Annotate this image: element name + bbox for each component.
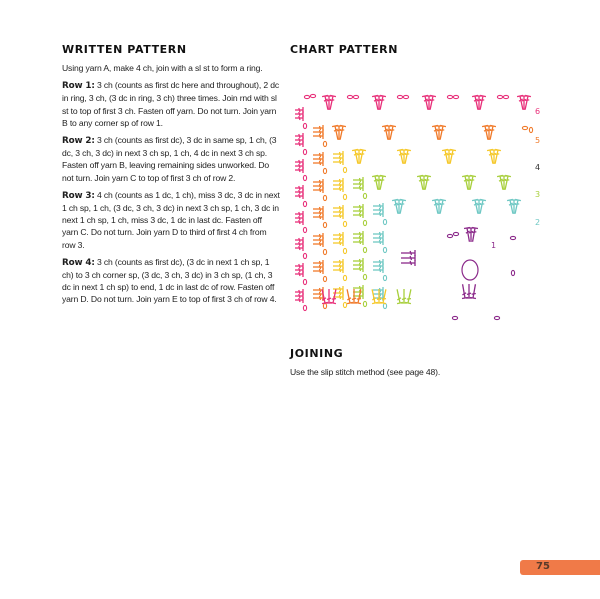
dc-stitch-row5 — [313, 291, 323, 297]
dc-stitch-row5 — [313, 152, 323, 158]
chain-stitch-row6 — [397, 95, 402, 98]
dc-stitch-row2 — [373, 267, 383, 273]
dc-stitch-row4 — [333, 263, 343, 269]
chain-stitch-row6 — [303, 149, 306, 154]
row-3-instruction — [62, 189, 280, 251]
chain-stitch-row6 — [310, 94, 315, 97]
written-pattern-column — [62, 43, 280, 311]
dc-stitch-row3 — [353, 258, 363, 264]
joining-section — [290, 347, 550, 383]
dc-stitch-row4 — [333, 209, 343, 215]
dc-stitch-row6 — [295, 271, 303, 277]
dc-stitch-row4 — [333, 213, 343, 219]
chain-stitch-row2 — [383, 219, 386, 224]
chain-stitch-row5 — [323, 303, 326, 308]
chain-stitch-row6 — [303, 305, 306, 310]
row-number-5: 5 — [535, 136, 541, 145]
chain-stitch-row2 — [383, 275, 386, 280]
chain-stitch-row4 — [343, 167, 346, 172]
chain-stitch-row2 — [383, 247, 386, 252]
dc-stitch-row4 — [333, 178, 343, 184]
chain-stitch-row6 — [403, 95, 408, 98]
dc-stitch-row1 — [401, 260, 415, 266]
dc-stitch-row5 — [313, 206, 323, 212]
intro-text: Using yarn A, make 4 ch, join with a sl st to form a ring. — [62, 63, 263, 73]
dc-stitch-row4 — [333, 151, 343, 157]
chain-stitch-row6 — [447, 95, 452, 98]
chain-stitch-row6 — [303, 253, 306, 258]
chain-stitch-row1 — [494, 316, 499, 319]
chain-stitch-row4 — [343, 275, 346, 280]
dc-stitch-bottom — [405, 289, 414, 304]
dc-stitch-bottom — [369, 289, 378, 304]
dc-stitch-row2 — [373, 287, 383, 293]
row-2-text: 3 ch (counts as first dc), 3 dc in same sp, 1 ch, (3 dc, 3 ch, 3 dc) in next 3 ch sp, 1 ch, 4 dc in next 3 ch sp. Fasten off yarn B, leaving remaining sides unworked. Do not turn. Join yarn C to top of first 3 ch of row 2. — [62, 135, 277, 183]
chain-stitch-row5 — [522, 126, 527, 129]
dc-stitch-row2 — [373, 211, 383, 217]
dc-stitch-row3 — [353, 266, 363, 272]
page-number-tab — [520, 560, 600, 575]
chain-stitch-row5 — [323, 168, 326, 173]
dc-stitch-bottom — [401, 289, 407, 303]
chain-stitch-row6 — [497, 95, 502, 98]
row-number-1: 1 — [491, 241, 497, 250]
page-number: 75 — [536, 561, 550, 572]
dc-stitch-row5 — [313, 214, 323, 220]
dc-stitch-row4 — [333, 240, 343, 246]
dc-stitch-row5 — [313, 237, 323, 243]
written-pattern-heading: WRITTEN PATTERN — [62, 43, 187, 56]
dc-stitch-row5 — [313, 241, 323, 247]
dc-stitch-bottom — [380, 289, 389, 304]
dc-stitch-row2 — [373, 207, 383, 213]
chain-stitch-row4 — [343, 221, 346, 226]
dc-stitch-row5 — [313, 179, 323, 185]
chain-stitch-row6 — [303, 227, 306, 232]
dc-stitch-row1 — [401, 250, 415, 256]
dc-stitch-row4 — [333, 205, 343, 211]
chain-stitch-row5 — [323, 141, 326, 146]
dc-stitch-bottom — [394, 289, 403, 304]
dc-stitch-row2 — [373, 263, 383, 269]
row-number-3: 3 — [535, 190, 541, 199]
joining-heading: JOINING — [290, 347, 344, 360]
dc-stitch-row4 — [333, 259, 343, 265]
dc-stitch-row3 — [353, 177, 363, 183]
joining-text: Use the slip stitch method (see page 48). — [290, 367, 441, 377]
row-2-instruction — [62, 134, 280, 184]
dc-stitch-row6 — [295, 141, 303, 147]
dc-stitch-row3 — [353, 239, 363, 245]
dc-stitch-bottom — [330, 289, 339, 304]
dc-stitch-row5 — [313, 268, 323, 274]
dc-stitch-bottom — [376, 289, 382, 303]
row-3-label: Row 3: — [62, 190, 95, 201]
chart-pattern-heading: CHART PATTERN — [290, 43, 399, 56]
chain-stitch-row4 — [343, 194, 346, 199]
chain-stitch-row5 — [323, 276, 326, 281]
dc-stitch-row4 — [333, 182, 343, 188]
chain-stitch-row1 — [510, 236, 515, 239]
dc-stitch-row2 — [373, 239, 383, 245]
chain-stitch-row6 — [303, 175, 306, 180]
chain-stitch-row5 — [323, 195, 326, 200]
dc-stitch-row5 — [313, 125, 323, 131]
dc-stitch-row1 — [401, 255, 415, 261]
chain-stitch-row3 — [363, 274, 366, 279]
dc-stitch-row3 — [353, 208, 363, 214]
dc-stitch-row3 — [353, 204, 363, 210]
dc-stitch-row6 — [295, 219, 303, 225]
row-4-label: Row 4: — [62, 257, 95, 268]
chain-stitch-row6 — [503, 95, 508, 98]
crochet-chart — [295, 88, 555, 328]
dc-stitch-row3 — [353, 185, 363, 191]
dc-stitch-row2 — [373, 259, 383, 265]
row-1-text: 3 ch (counts as first dc here and throughout), 2 dc in ring, 3 ch, (3 dc in ring, 3 ch) three times. Join rnd with sl st to top of first 3 ch. Fasten off yarn. Do not turn. Join yarn B to any corner sp of row 1. — [62, 80, 279, 128]
chain-stitch-row6 — [353, 95, 358, 98]
dc-stitch-row6 — [295, 193, 303, 199]
dc-stitch-row1 — [460, 284, 468, 299]
dc-stitch-row4 — [333, 232, 343, 238]
chain-stitch-row6 — [453, 95, 458, 98]
chain-stitch-row5 — [323, 249, 326, 254]
dc-stitch-row3 — [353, 181, 363, 187]
dc-stitch-row4 — [333, 286, 343, 292]
dc-stitch-row4 — [333, 159, 343, 165]
row-1-label: Row 1: — [62, 81, 95, 92]
dc-stitch-row3 — [353, 235, 363, 241]
dc-stitch-row5 — [313, 287, 323, 293]
dc-stitch-row1 — [470, 284, 478, 299]
dc-stitch-row5 — [313, 156, 323, 162]
row-4-instruction — [62, 256, 280, 306]
dc-stitch-row5 — [313, 129, 323, 135]
dc-stitch-row5 — [313, 187, 323, 193]
dc-stitch-row2 — [373, 231, 383, 237]
dc-stitch-row5 — [313, 233, 323, 239]
dc-stitch-row4 — [333, 155, 343, 161]
chain-stitch-row1 — [511, 270, 514, 275]
chain-stitch-row1 — [452, 316, 457, 319]
dc-stitch-row5 — [313, 160, 323, 166]
chain-stitch-row5 — [323, 222, 326, 227]
row-2-label: Row 2: — [62, 136, 95, 147]
chain-stitch-row5 — [529, 127, 532, 132]
row-number-6: 6 — [535, 107, 541, 116]
chain-stitch-row6 — [303, 201, 306, 206]
chain-stitch-row3 — [363, 247, 366, 252]
dc-stitch-row3 — [353, 262, 363, 268]
dc-stitch-row5 — [313, 260, 323, 266]
row-1-instruction — [62, 79, 280, 129]
dc-stitch-row1 — [466, 284, 472, 298]
chain-stitch-row4 — [343, 302, 346, 307]
dc-stitch-row6 — [295, 167, 303, 173]
chain-stitch-row6 — [303, 279, 306, 284]
dc-stitch-bottom — [344, 289, 353, 304]
chain-stitch-row1 — [447, 234, 452, 237]
dc-stitch-row6 — [295, 115, 303, 121]
chart-pattern-column — [290, 43, 550, 62]
dc-stitch-row4 — [333, 186, 343, 192]
dc-stitch-row3 — [353, 212, 363, 218]
dc-stitch-row5 — [313, 183, 323, 189]
dc-stitch-row2 — [373, 203, 383, 209]
row-number-2: 2 — [535, 218, 541, 227]
dc-stitch-row4 — [333, 267, 343, 273]
row-3-text: 4 ch (counts as 1 dc, 1 ch), miss 3 dc, 3 dc in next 1 ch sp, 1 ch, (3 dc, 3 ch, 3 dc) in next 3 ch sp, 1 ch, 3 dc in next 1 ch sp, 1 ch, miss 3 dc, 1 dc in last dc. Fasten off yarn C. Do not turn. Join yarn D to third of first 4 ch from row 3. — [62, 189, 280, 250]
dc-stitch-row5 — [313, 264, 323, 270]
chain-stitch-row6 — [304, 95, 309, 98]
row-number-4: 4 — [535, 163, 541, 172]
dc-stitch-row5 — [313, 295, 323, 301]
chain-stitch-row3 — [363, 301, 366, 306]
dc-stitch-row4 — [333, 236, 343, 242]
chain-stitch-row6 — [303, 123, 306, 128]
foundation-ring — [462, 260, 478, 280]
dc-stitch-row6 — [295, 245, 303, 251]
dc-stitch-row5 — [313, 210, 323, 216]
dc-stitch-bottom — [326, 289, 332, 303]
chain-stitch-row1 — [453, 232, 458, 235]
dc-stitch-row3 — [353, 231, 363, 237]
row-4-text: 3 ch (counts as first dc), (3 dc in next 1 ch sp, 1 ch) to 3 ch corner sp, (3 dc, 3 ch, 3 dc) in 3 ch sp, (1 ch, 3 dc in next 1 ch sp) to end, 1 dc in last dc of row. Fasten off yarn D. Do not turn. Join yarn E to top of first 3 ch of row 4. — [62, 256, 277, 305]
chain-stitch-row4 — [343, 248, 346, 253]
dc-stitch-row2 — [373, 235, 383, 241]
dc-stitch-row2 — [373, 291, 383, 297]
dc-stitch-row6 — [295, 297, 303, 303]
chain-stitch-row2 — [383, 303, 386, 308]
dc-stitch-row5 — [313, 133, 323, 139]
chain-stitch-row3 — [363, 220, 366, 225]
chain-stitch-row3 — [363, 193, 366, 198]
chain-stitch-row6 — [347, 95, 352, 98]
